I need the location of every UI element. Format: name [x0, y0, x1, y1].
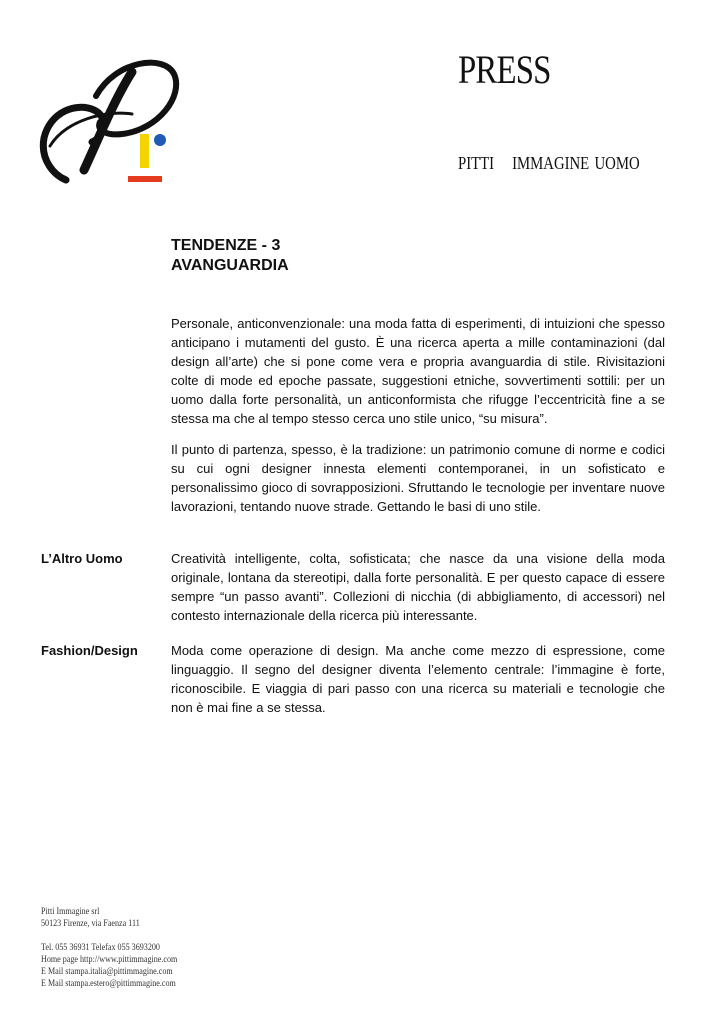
footer-contact [41, 906, 177, 990]
footer-email-estero[interactable]: E Mail stampa.estero@pittimmagine.com [41, 979, 176, 989]
logo-p-stem [84, 72, 132, 170]
section-label-fashion-design: Fashion/Design [41, 643, 138, 658]
logo-yellow-bar [140, 134, 149, 168]
brand-line [458, 154, 640, 172]
footer-email-italia[interactable]: E Mail stampa.italia@pittimmagine.com [41, 967, 173, 977]
title-line-1: TENDENZE - 3 [171, 237, 281, 254]
intro-paragraph-2: Il punto di partenza, spesso, è la tradizione: un patrimonio comune di norme e codici su cui ogni designer innesta elementi contemporanei, in un sofisticato e personalissimo gioco di sovrapposizioni. Sfruttando le tecnologie per inventare nuove lavorazioni, tentando nuove strade. Gettando le basi di uno stile. [171, 442, 665, 514]
section-text-fashion-design: Moda come operazione di design. Ma anche come mezzo di espressione, come linguaggio. Il segno del designer diventa l’elemento centrale: l’immagine è forte, riconoscibile. E viaggia di pari passo con una ricerca su materiali e tecnologie che non è mai fine a se stessa. [171, 643, 665, 715]
footer-homepage[interactable]: Home page http://www.pittimmagine.com [41, 955, 178, 965]
footer-company: Pitti Immagine srl [41, 907, 100, 917]
brand-word-immagine-uomo: IMMAGINE UOMO [512, 153, 640, 173]
pitti-logo [36, 50, 186, 190]
intro-paragraph-1: Personale, anticonvenzionale: una moda fatta di esperimenti, di intuizioni che spesso anticipano i mutamenti del gusto. È una ricerca aperta a mille contaminazioni (dal design all’arte) che si pone come vera e propria avanguardia di stile. Rivisitazioni colte di mode ed epoche passate, suggestioni etniche, sovvertimenti sottili: per un uomo dalla forte personalità, un anticonformista che rifugge l’eccentricità fine a se stessa ma che al tempo stesso cerca uno stile unico, “su misura”. [171, 316, 665, 426]
section-text-altro-uomo: Creatività intelligente, colta, sofisticata; che nasce da una visione della moda originale, lontana da stereotipi, dalla forte personalità. E per questo capace di essere sempre “un passo avanti”. Collezioni di nicchia (di abbigliamento, di accessori) nel contesto internazionale della ricerca più interessante. [171, 551, 665, 623]
press-title: PRESS [458, 47, 551, 92]
page-title [171, 236, 289, 276]
footer-address: 50123 Firenze, via Faenza 111 [41, 919, 140, 929]
title-line-2: AVANGUARDIA [171, 257, 289, 274]
footer-phone: Tel. 055 36931 Telefax 055 3693200 [41, 943, 160, 953]
brand-word-pitti: PITTI [458, 153, 495, 173]
section-label-altro-uomo: L’Altro Uomo [41, 551, 123, 566]
logo-blue-dot [154, 134, 166, 146]
logo-red-bar [128, 176, 162, 182]
